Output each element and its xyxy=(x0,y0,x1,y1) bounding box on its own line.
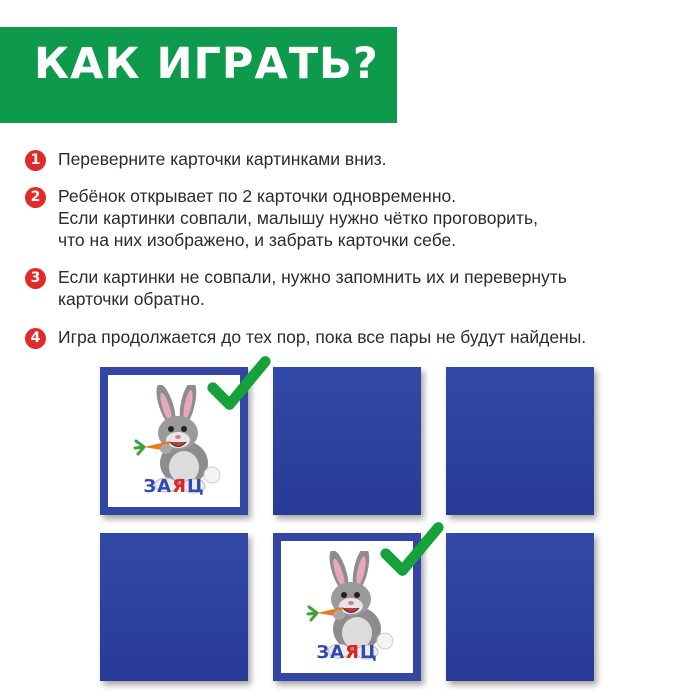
check-icon xyxy=(205,352,273,414)
card-label: ЗАЯЦ xyxy=(316,642,378,663)
step-text: Если картинки не совпали, нужно запомнить их и перевернуть карточки обратно. xyxy=(58,267,567,309)
step-number-badge: 3 xyxy=(25,268,46,289)
memory-card-closed[interactable] xyxy=(446,533,594,681)
step-number-badge: 2 xyxy=(25,187,46,208)
memory-card-closed[interactable] xyxy=(273,367,421,515)
card-label: ЗАЯЦ xyxy=(143,476,205,497)
check-icon xyxy=(378,518,446,580)
step-text: Игра продолжается до тех пор, пока все пары не будут найдены. xyxy=(58,327,587,347)
step-number-badge: 1 xyxy=(25,150,46,171)
step-text: Ребёнок открывает по 2 карточки одновременно. Если картинки совпали, малышу нужно чётко проговорить, что на них изображено, и забрать карточки себе. xyxy=(58,186,538,250)
memory-card-closed[interactable] xyxy=(446,367,594,515)
memory-card-closed[interactable] xyxy=(100,533,248,681)
page-title: КАК ИГРАТЬ? xyxy=(34,39,379,89)
step-number-badge: 4 xyxy=(25,328,46,349)
step-text: Переверните карточки картинками вниз. xyxy=(58,149,387,169)
